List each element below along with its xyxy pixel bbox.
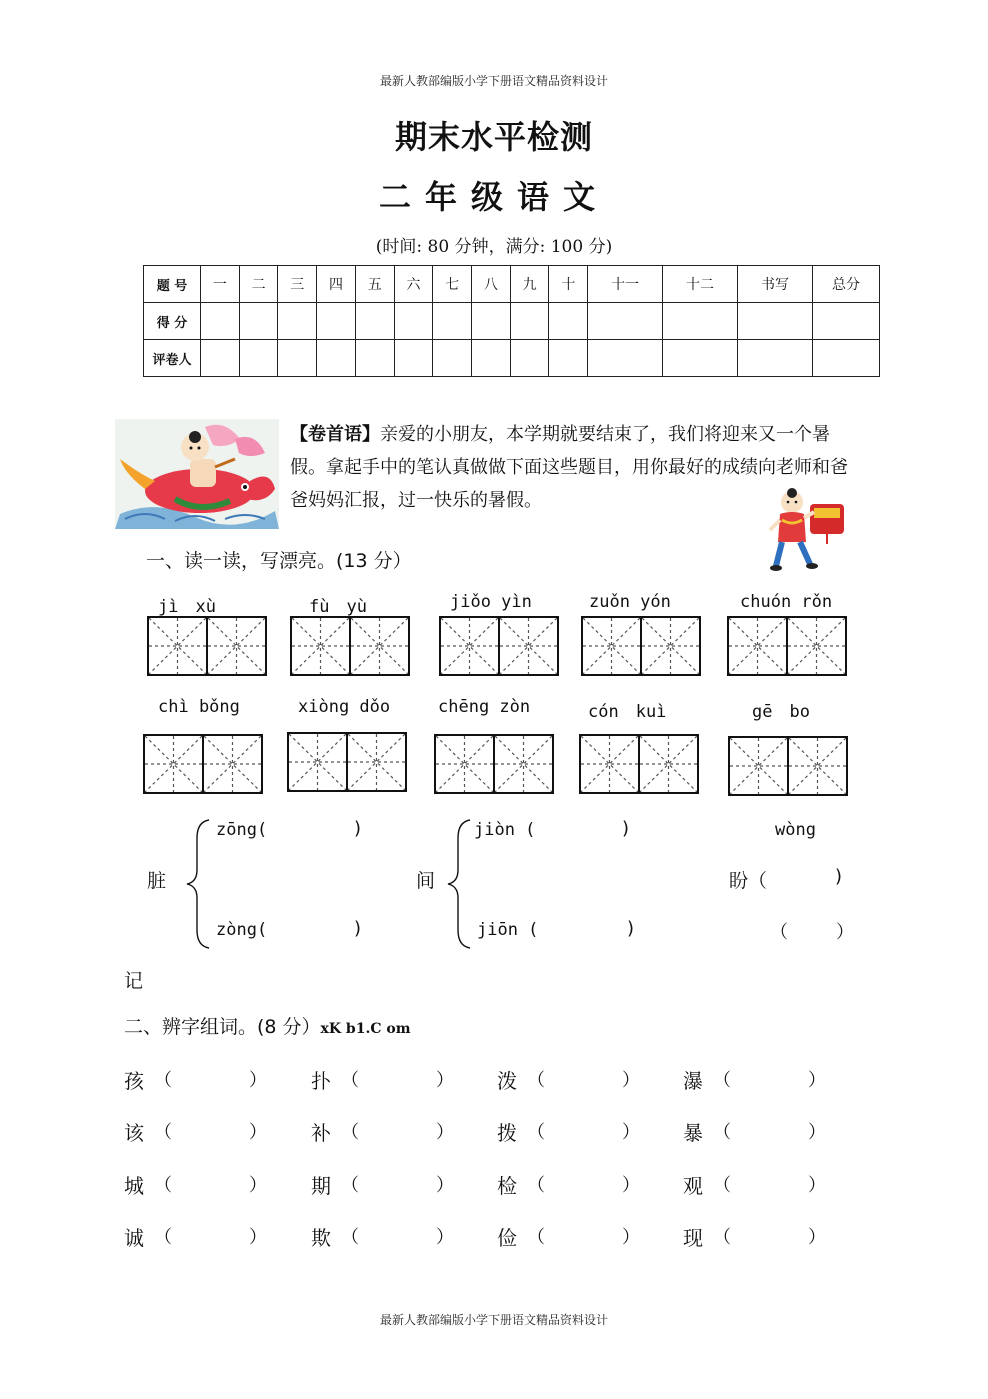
pinyin-label: zuǒn yón [589,592,671,612]
close-paren: ） [808,1070,826,1091]
grid-guide-lines [788,618,845,674]
answer-blank[interactable] [176,1172,248,1196]
grid-guide-lines [642,618,699,674]
table-row [144,266,880,303]
left-brace-icon [183,818,213,950]
column-label: 书写 [737,266,812,303]
score-cell[interactable] [394,303,433,340]
score-table [143,265,880,377]
column-label: 二 [239,266,278,303]
close-paren: ） [622,1175,640,1196]
answer-blank[interactable] [176,1067,248,1091]
answer-blank[interactable] [363,1067,435,1091]
table-row [144,303,880,340]
open-paren: （ [713,1070,731,1091]
score-cell[interactable] [278,303,317,340]
close-paren: ) [835,866,843,887]
close-paren: ） [436,1122,454,1143]
word-char: 孩 [124,1069,144,1093]
polyphone-char-pan: 盼（ [729,870,768,892]
close-paren: ） [808,1122,826,1143]
open-paren: （ [527,1175,545,1196]
score-cell[interactable] [355,303,394,340]
score-cell[interactable] [737,303,812,340]
grid-guide-lines [730,738,787,794]
child-on-fish-illustration [115,419,279,529]
word-char: 瀑 [683,1069,703,1093]
open-paren: （ [527,1227,545,1248]
open-paren: （ [713,1122,731,1143]
pinyin-label: jì xù [158,597,216,617]
grid-guide-lines [583,618,640,674]
preface-text: 亲爱的小朋友，本学期就要结束了，我们将迎来又一个暑假。拿起手中的笔认真做做下面这些题目，用你最好的成绩向老师和爸爸妈妈汇报，过一快乐的暑假。 [290,424,848,511]
open-paren: （ [154,1070,172,1091]
pinyin-label: fù yù [309,597,367,617]
column-label: 一 [201,266,240,303]
pinyin-option: jiōn ( [477,920,539,940]
word-char: 补 [311,1121,331,1145]
grid-guide-lines [640,736,697,792]
answer-blank[interactable] [363,1119,435,1143]
grid-guide-lines [441,618,498,674]
answer-blank[interactable] [176,1119,248,1143]
score-cell[interactable] [549,340,588,377]
grid-guide-lines [729,618,786,674]
word-char: 拨 [497,1121,517,1145]
answer-blank[interactable] [735,1172,807,1196]
grid-guide-lines [789,738,846,794]
preface-tag: 【卷首语】 [290,424,380,445]
score-cell[interactable] [317,303,356,340]
grid-guide-lines [581,736,638,792]
grid-guide-lines [145,736,202,792]
open-paren: （ [154,1122,172,1143]
word-char: 观 [683,1174,703,1198]
open-paren: （ [341,1175,359,1196]
score-cell[interactable] [201,340,240,377]
open-paren: （ [527,1122,545,1143]
section-2-title-text: 二、辨字组词。(8 分） [124,1016,321,1038]
page-title: 期末水平检测 [394,118,593,156]
score-cell[interactable] [433,303,472,340]
preface [290,418,860,517]
row-label: 题 号 [144,266,201,303]
tail-char: 记 [124,970,144,992]
section-1-title: 一、读一读，写漂亮。(13 分） [146,550,412,572]
footer-note: 最新人教部编版小学下册语文精品资料设计 [379,1313,608,1327]
writing-grid[interactable] [439,616,559,676]
open-paren: （ [154,1175,172,1196]
score-cell[interactable] [472,303,511,340]
score-cell[interactable] [201,303,240,340]
column-label: 三 [278,266,317,303]
close-paren: ) [354,918,362,939]
score-cell[interactable] [549,303,588,340]
pinyin-label: gē bo [752,702,810,722]
answer-blank[interactable] [363,1224,435,1248]
close-paren: ） [622,1227,640,1248]
open-paren: （ [527,1070,545,1091]
writing-grid[interactable] [727,616,847,676]
writing-grid[interactable] [147,616,267,676]
close-paren: ） [249,1175,267,1196]
grid-guide-lines [351,618,408,674]
answer-blank[interactable] [363,1172,435,1196]
close-paren: ） [808,1227,826,1248]
close-paren: ) [622,818,630,839]
grid-guide-lines [500,618,557,674]
grid-guide-lines [348,734,405,790]
word-char: 诚 [124,1226,144,1250]
row-label: 评卷人 [144,340,201,377]
word-char: 暴 [683,1121,703,1145]
pinyin-label: xiòng dǒo [298,697,391,717]
answer-blank[interactable] [549,1067,621,1091]
score-cell[interactable] [433,340,472,377]
open-paren: （ [341,1122,359,1143]
word-char: 扑 [311,1069,331,1093]
open-paren: （ [713,1175,731,1196]
pinyin-label: chì bǒng [158,697,240,717]
grid-guide-lines [149,618,206,674]
grid-guide-lines [292,618,349,674]
pinyin-label: cón kuì [588,702,667,722]
close-paren: ） [622,1122,640,1143]
close-paren: ） [436,1227,454,1248]
score-cell[interactable] [355,340,394,377]
answer-blank[interactable] [549,1224,621,1248]
grid-guide-lines [208,618,265,674]
word-char: 现 [683,1226,703,1250]
column-label: 五 [355,266,394,303]
pinyin-label: jiǒo yìn [450,592,532,612]
score-cell[interactable] [588,340,663,377]
close-paren: ） [808,1175,826,1196]
score-cell[interactable] [239,340,278,377]
column-label: 六 [394,266,433,303]
close-paren: ） [436,1175,454,1196]
score-cell[interactable] [394,340,433,377]
header-note: 最新人教部编版小学下册语文精品资料设计 [379,74,608,88]
column-label: 九 [510,266,549,303]
close-paren: ) [354,818,362,839]
score-cell[interactable] [510,303,549,340]
word-char: 城 [124,1174,144,1198]
word-char: 期 [311,1174,331,1198]
word-char: 该 [124,1121,144,1145]
section-2-title [124,1012,411,1039]
word-char: 泼 [497,1069,517,1093]
column-label: 十一 [588,266,663,303]
score-cell[interactable] [278,340,317,377]
score-cell[interactable] [472,340,511,377]
column-label: 七 [433,266,472,303]
table-row [144,340,880,377]
pinyin-option: jiòn ( [474,820,536,840]
answer-blank[interactable] [735,1119,807,1143]
answer-blank[interactable] [176,1224,248,1248]
open-paren: （ [770,922,788,943]
close-paren: ） [249,1122,267,1143]
row-label: 得 分 [144,303,201,340]
grid-guide-lines [495,736,552,792]
score-cell[interactable] [663,303,738,340]
column-label: 十二 [663,266,738,303]
subject-title: 二年级语文 [378,178,609,216]
column-label: 四 [317,266,356,303]
writing-grid[interactable] [581,616,701,676]
writing-grid[interactable] [290,616,410,676]
score-cell[interactable] [737,340,812,377]
open-paren: （ [713,1227,731,1248]
writing-grid[interactable] [579,734,699,794]
close-paren: ） [836,922,854,943]
grid-guide-lines [204,736,261,792]
word-char: 检 [497,1174,517,1198]
polyphone-char-zang: 脏 [147,870,167,892]
open-paren: （ [341,1070,359,1091]
writing-grid[interactable] [434,734,554,794]
word-char: 俭 [497,1226,517,1250]
score-cell[interactable] [588,303,663,340]
grid-guide-lines [289,734,346,790]
answer-blank[interactable] [549,1119,621,1143]
exam-info: (时间: 80 分钟，满分: 100 分) [375,237,613,257]
score-cell[interactable] [317,340,356,377]
watermark-text: xK b1.C om [320,1021,411,1037]
answer-blank[interactable] [735,1224,807,1248]
grid-guide-lines [436,736,493,792]
close-paren: ） [622,1070,640,1091]
score-cell[interactable] [510,340,549,377]
score-cell[interactable] [239,303,278,340]
answer-blank[interactable] [549,1172,621,1196]
open-paren: （ [154,1227,172,1248]
pinyin-label: chēng zòn [438,697,531,717]
score-cell[interactable] [813,340,880,377]
score-cell[interactable] [663,340,738,377]
word-char: 欺 [311,1226,331,1250]
answer-blank[interactable] [735,1067,807,1091]
score-cell[interactable] [813,303,880,340]
close-paren: ） [249,1070,267,1091]
pinyin-option: wòng [775,820,816,840]
close-paren: ) [627,918,635,939]
pinyin-option: zòng( [216,920,268,940]
writing-grid[interactable] [287,732,407,792]
writing-grid[interactable] [728,736,848,796]
writing-grid[interactable] [143,734,263,794]
polyphone-char-jian: 间 [416,870,436,892]
close-paren: ） [436,1070,454,1091]
pinyin-option: zōng( [216,820,268,840]
column-label: 十 [549,266,588,303]
close-paren: ） [249,1227,267,1248]
column-label: 八 [472,266,511,303]
open-paren: （ [341,1227,359,1248]
pinyin-label: chuón rǒn [740,592,833,612]
left-brace-icon [444,818,474,950]
column-label: 总分 [813,266,880,303]
